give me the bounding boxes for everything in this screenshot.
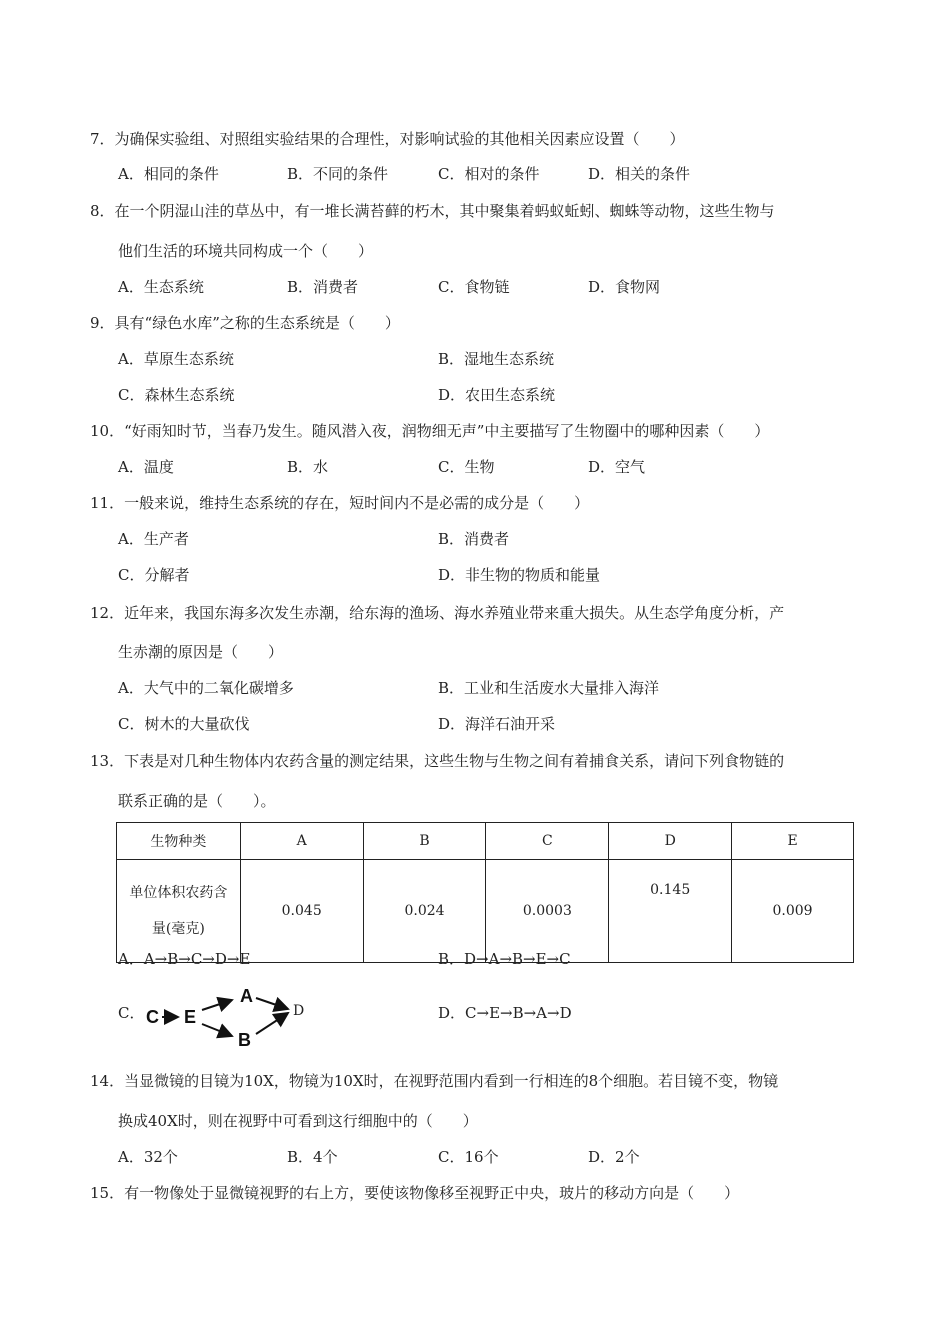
q12-stem-line1: 12．近年来，我国东海多次发生赤潮，给东海的渔场、海水养殖业带来重大损失。从生态学角度分析，产 bbox=[90, 604, 785, 622]
q8-option-c: C．食物链 bbox=[438, 278, 510, 296]
food-web-diagram bbox=[118, 986, 338, 1048]
q9-option-d: D．农田生态系统 bbox=[438, 386, 556, 404]
q10-option-a: A．温度 bbox=[118, 458, 174, 476]
q7-option-a: A．相同的条件 bbox=[118, 165, 219, 183]
table-cell: 0.0003 bbox=[486, 860, 609, 963]
table-header-cell: E bbox=[732, 823, 854, 860]
q7-option-c: C．相对的条件 bbox=[438, 165, 540, 183]
diagram-arrow bbox=[202, 1024, 232, 1036]
q12-option-b: B．工业和生活废水大量排入海洋 bbox=[438, 679, 660, 697]
table-header-cell: A bbox=[240, 823, 363, 860]
table-cell: 0.024 bbox=[363, 860, 486, 963]
q8-option-d: D．食物网 bbox=[588, 278, 661, 296]
q12-option-c: C．树木的大量砍伐 bbox=[118, 715, 250, 733]
diagram-node-c: C bbox=[146, 1007, 159, 1027]
q8-option-a: A．生态系统 bbox=[118, 278, 204, 296]
q10-option-c: C．生物 bbox=[438, 458, 495, 476]
q10-option-b: B．水 bbox=[287, 458, 329, 476]
q11-option-a: A．生产者 bbox=[118, 530, 189, 548]
diagram-node-e: E bbox=[184, 1007, 197, 1027]
q7-option-d: D．相关的条件 bbox=[588, 165, 691, 183]
q9-option-a: A．草原生态系统 bbox=[118, 350, 234, 368]
diagram-arrow bbox=[202, 1000, 232, 1010]
diagram-arrow bbox=[256, 998, 288, 1009]
q14-option-b: B．4个 bbox=[287, 1148, 338, 1166]
q8-stem-line2: 他们生活的环境共同构成一个（ ） bbox=[118, 242, 374, 260]
table-header-row bbox=[117, 823, 854, 860]
q10-option-d: D．空气 bbox=[588, 458, 646, 476]
table-header-cell: 生物种类 bbox=[117, 823, 241, 860]
q8-stem-line1: 8．在一个阴湿山洼的草丛中，有一堆长满苔藓的朽木，其中聚集着蚂蚁蚯蚓、蜘蛛等动物，这些生物与 bbox=[90, 202, 775, 220]
diagram-arrow bbox=[256, 1013, 288, 1034]
q11-option-d: D．非生物的物质和能量 bbox=[438, 566, 601, 584]
q8-option-b: B．消费者 bbox=[287, 278, 359, 296]
q9-option-c: C．森林生态系统 bbox=[118, 386, 235, 404]
diagram-node-a: A bbox=[240, 986, 253, 1006]
q13-option-a: A．A→B→C→D→E bbox=[118, 950, 251, 968]
q13-stem-line1: 13．下表是对几种生物体内农药含量的测定结果，这些生物与生物之间有着捕食关系，请问下列食物链的 bbox=[90, 752, 785, 770]
diagram-node-d: D bbox=[293, 1003, 305, 1019]
q12-option-d: D．海洋石油开采 bbox=[438, 715, 556, 733]
diagram-node-b: B bbox=[238, 1030, 251, 1048]
q14-stem-line1: 14．当显微镜的目镜为10X，物镜为10X时，在视野范围内看到一行相连的8个细胞。若目镜不变，物镜 bbox=[90, 1072, 779, 1090]
table-cell: 0.045 bbox=[240, 860, 363, 963]
q14-option-d: D．2个 bbox=[588, 1148, 640, 1166]
table-header-cell: C bbox=[486, 823, 609, 860]
q12-option-a: A．大气中的二氧化碳增多 bbox=[118, 679, 294, 697]
pesticide-table bbox=[116, 822, 854, 963]
q7-option-b: B．不同的条件 bbox=[287, 165, 389, 183]
q13-option-c-prefix: C． bbox=[118, 1004, 145, 1022]
q13-option-b: B．D→A→B→E→C bbox=[438, 950, 571, 968]
row-label-line2: 量(毫克) bbox=[151, 921, 205, 937]
q14-stem-line2: 换成40X时，则在视野中可看到这行细胞中的（ ） bbox=[118, 1112, 478, 1130]
table-header-cell: D bbox=[609, 823, 732, 860]
q12-stem-line2: 生赤潮的原因是（ ） bbox=[118, 643, 284, 661]
q10-stem: 10．“好雨知时节，当春乃发生。随风潜入夜，润物细无声”中主要描写了生物圈中的哪种因素（ ） bbox=[90, 422, 770, 440]
table-header-cell: B bbox=[363, 823, 486, 860]
q11-option-c: C．分解者 bbox=[118, 566, 190, 584]
q14-option-c: C．16个 bbox=[438, 1148, 499, 1166]
q11-stem: 11．一般来说，维持生态系统的存在，短时间内不是必需的成分是（ ） bbox=[90, 494, 590, 512]
q11-option-b: B．消费者 bbox=[438, 530, 510, 548]
q13-option-d: D．C→E→B→A→D bbox=[438, 1004, 572, 1022]
q9-stem: 9．具有“绿色水库”之称的生态系统是（ ） bbox=[90, 314, 400, 332]
q14-option-a: A．32个 bbox=[118, 1148, 178, 1166]
row-label-line1: 单位体积农药含 bbox=[129, 885, 228, 901]
q7-stem: 7．为确保实验组、对照组实验结果的合理性，对影响试验的其他相关因素应设置（ ） bbox=[90, 130, 685, 148]
table-cell: 0.009 bbox=[732, 860, 854, 963]
q9-option-b: B．湿地生态系统 bbox=[438, 350, 555, 368]
q15-stem: 15．有一物像处于显微镜视野的右上方，要使该物像移至视野正中央，玻片的移动方向是（ ） bbox=[90, 1184, 740, 1202]
q13-stem-line2: 联系正确的是（ ）。 bbox=[118, 792, 276, 810]
table-cell: 0.145 bbox=[609, 860, 732, 963]
